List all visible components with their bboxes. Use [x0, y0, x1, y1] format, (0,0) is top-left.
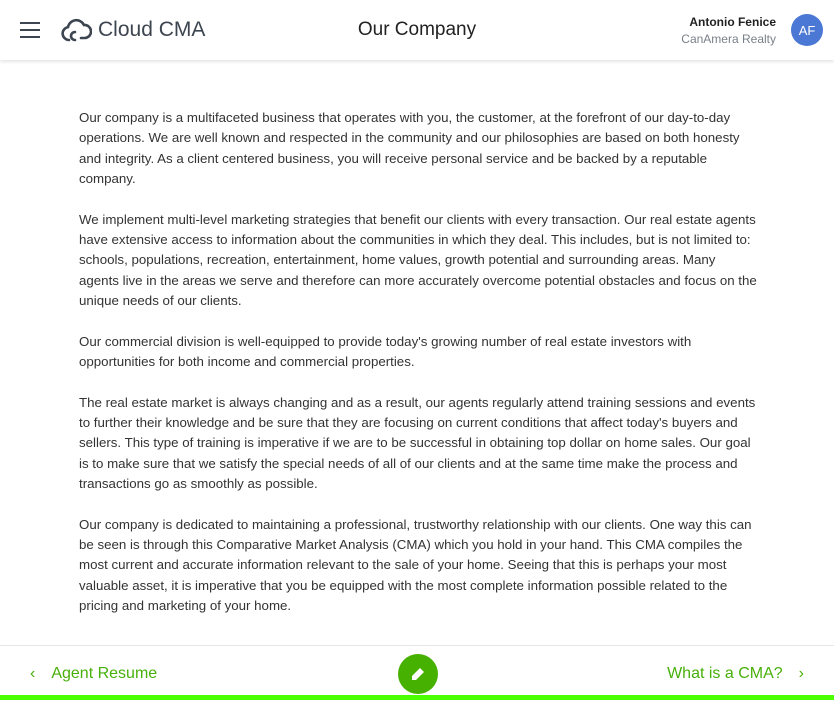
- paragraph: The real estate market is always changing and as a result, our agents regularly attend training sessions and events to further their knowledge and be sure that they are focusing on current conditions that affect today's buyers and sellers. This type of training is imperative if we are to be successful in obtaining top dollar on home sales. Our goal is to make sure that we satisfy the special needs of all of our clients and at the same time make the process and transactions go as smoothly as possible.: [79, 394, 756, 491]
- avatar[interactable]: AF: [791, 14, 823, 46]
- chevron-left-icon: ‹: [30, 665, 36, 682]
- page-title: Our Company: [357, 19, 477, 40]
- prev-label: Agent Resume: [51, 665, 158, 682]
- paragraph: Our company is dedicated to maintaining a professional, trustworthy relationship with our clients. One way this can be seen is through this Comparative Market Analysis (CMA) which you hold in your hand. This CMA compiles the most current and accurate information relevant to the sale of your home. Seeing that this is perhaps your most valuable asset, it is imperative that you be equipped with the most complete information possible related to the pricing and marketing of your home.: [79, 516, 752, 613]
- prev-page-button[interactable]: [30, 665, 157, 683]
- user-info[interactable]: [681, 15, 776, 46]
- page-content: [79, 108, 759, 637]
- paragraph: Our commercial division is well-equipped to provide today's growing number of real estate investors with opportunities for both income and commercial properties.: [79, 333, 692, 369]
- paragraph: Our company is a multifaceted business that operates with you, the customer, at the forefront of our day-to-day operations. We are well known and respected in the community and our philosophies are based on both honesty and integrity. As a client centered business, you will receive personal service and be backed by a reputable company.: [79, 110, 740, 186]
- paragraph: We implement multi-level marketing strategies that benefit our clients with every transaction. Our real estate agents have extensive access to information about the communities in which they deal. This includes, but is not limited to: schools, populations, recreation, entertainment, home values, growth potential and surrounding areas. Many agents live in the areas we serve and therefore can more accurately overcome potential obstacles and focus on the unique needs of our clients.: [79, 211, 757, 308]
- app-name: Cloud CMA: [98, 18, 206, 41]
- user-company: CanAmera Realty: [681, 32, 776, 46]
- pencil-icon: [409, 665, 427, 683]
- header: [0, 0, 834, 60]
- progress-bar: [0, 695, 834, 700]
- chevron-right-icon: ›: [798, 665, 804, 682]
- next-label: What is a CMA?: [667, 665, 783, 682]
- next-page-button[interactable]: [667, 665, 804, 683]
- user-name: Antonio Fenice: [689, 15, 776, 29]
- edit-button[interactable]: [398, 654, 438, 694]
- footer-nav: [0, 645, 834, 700]
